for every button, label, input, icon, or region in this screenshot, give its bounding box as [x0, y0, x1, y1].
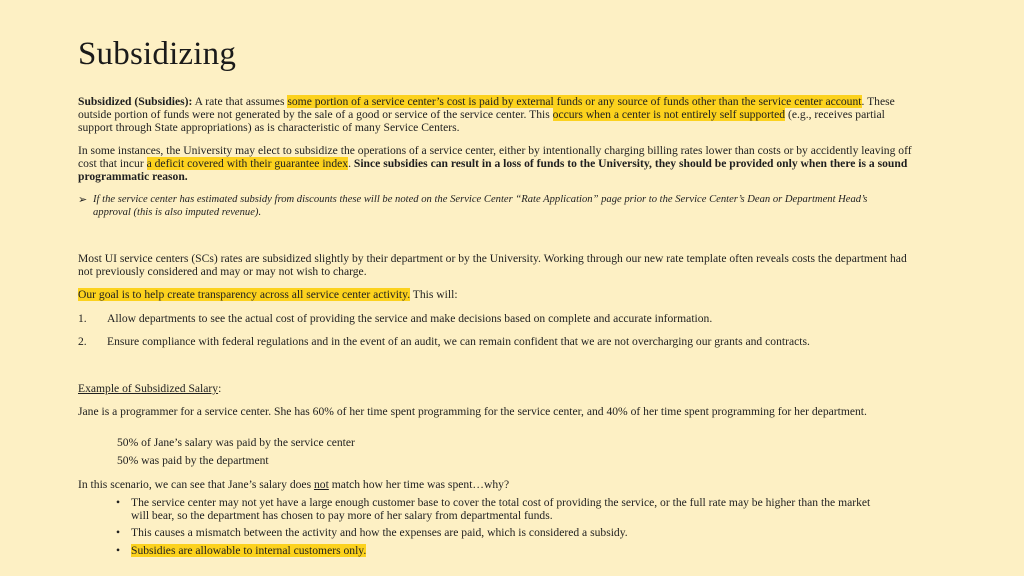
goal-rest: This will: [410, 288, 458, 301]
salary-line-1: 50% of Jane’s salary was paid by the service center [117, 436, 355, 449]
bullet-item-2: This causes a mismatch between the activity and how the expenses are paid, which is considered a subsidy. [131, 526, 628, 539]
definition-highlight-1: some portion of a service center’s cost is paid by external funds or any source of funds other than the service center account [287, 95, 862, 108]
scenario-not: not [313, 478, 329, 491]
numbered-marker-1: 1. [78, 312, 87, 325]
definition-term: Subsidized (Subsidies): [78, 95, 193, 108]
example-heading-line [78, 382, 918, 395]
bullet-item-1: The service center may not yet have a large enough customer base to cover the total cost of providing the service, or the full rate may be higher than the market will bear, so the department has chosen to pay more of her salary from departmental funds. [131, 496, 871, 523]
bullet-dot-2: • [116, 526, 121, 539]
instances-highlight: a deficit covered with their guarantee index [146, 157, 349, 171]
most-paragraph: Most UI service centers (SCs) rates are subsidized slightly by their department or by the University. Working through our new rate template often reveals costs the department had not previously considered and may or may not wish to charge. [78, 252, 907, 279]
subsidy-note: If the service center has estimated subsidy from discounts these will be noted on the Service Center “Rate Application” page prior to the Service Center’s Dean or Department Head’s approval (this is also imputed revenue). [93, 194, 868, 218]
bullet-dot-1: • [116, 496, 121, 509]
instances-text-1: In some instances, the University may elect to subsidize the operations of a service center, either by intentionally charging billing rates lower than costs or by accidently leaving off cost that incur [78, 144, 912, 171]
numbered-item-2: Ensure compliance with federal regulations and in the event of an audit, we can remain confident that we are not overcharging our grants and contracts. [107, 335, 810, 348]
numbered-marker-2: 2. [78, 335, 87, 348]
salary-line-2: 50% was paid by the department [117, 454, 269, 467]
bullet-dot-3: • [116, 544, 121, 557]
definition-text-1: A rate that assumes [192, 95, 288, 108]
instances-bold: Since subsidies can result in a loss of funds to the University, they should be provided only when there is a sound programmatic reason. [78, 157, 908, 184]
jane-paragraph: Jane is a programmer for a service center. She has 60% of her time spent programming for the service center, and 40% of her time spent programming for her department. [78, 405, 867, 418]
goal-paragraph [78, 288, 918, 301]
instances-text-2: . [348, 157, 354, 171]
definition-paragraph [78, 95, 918, 135]
definition-highlight-2: occurs when a center is not entirely self supported [552, 108, 786, 122]
definition-text-3: (e.g., receives partial support through State appropriations) as is characteristic of many Service Centers. [78, 108, 885, 135]
definition-text-2: . These outside portion of funds were not generated by the sale of a good or service of the service center. This [78, 95, 895, 122]
scenario-paragraph [78, 478, 918, 491]
bullet-item-3 [131, 544, 891, 557]
bullet-item-3-highlight: Subsidies are allowable to internal customers only. [131, 544, 367, 557]
slide-title: Subsidizing [78, 36, 237, 72]
scenario-text-b: match how her time was spent…why? [328, 478, 510, 491]
instances-paragraph [78, 144, 918, 184]
numbered-item-1: Allow departments to see the actual cost of providing the service and make decisions based on complete and accurate information. [107, 312, 713, 325]
scenario-text-a: In this scenario, we can see that Jane’s salary does [78, 478, 314, 491]
arrow-bullet-icon: ➢ [78, 194, 88, 206]
example-heading: Example of Subsidized Salary [78, 382, 219, 395]
example-heading-colon: : [218, 382, 222, 395]
goal-highlight: Our goal is to help create transparency across all service center activity. [78, 288, 411, 301]
